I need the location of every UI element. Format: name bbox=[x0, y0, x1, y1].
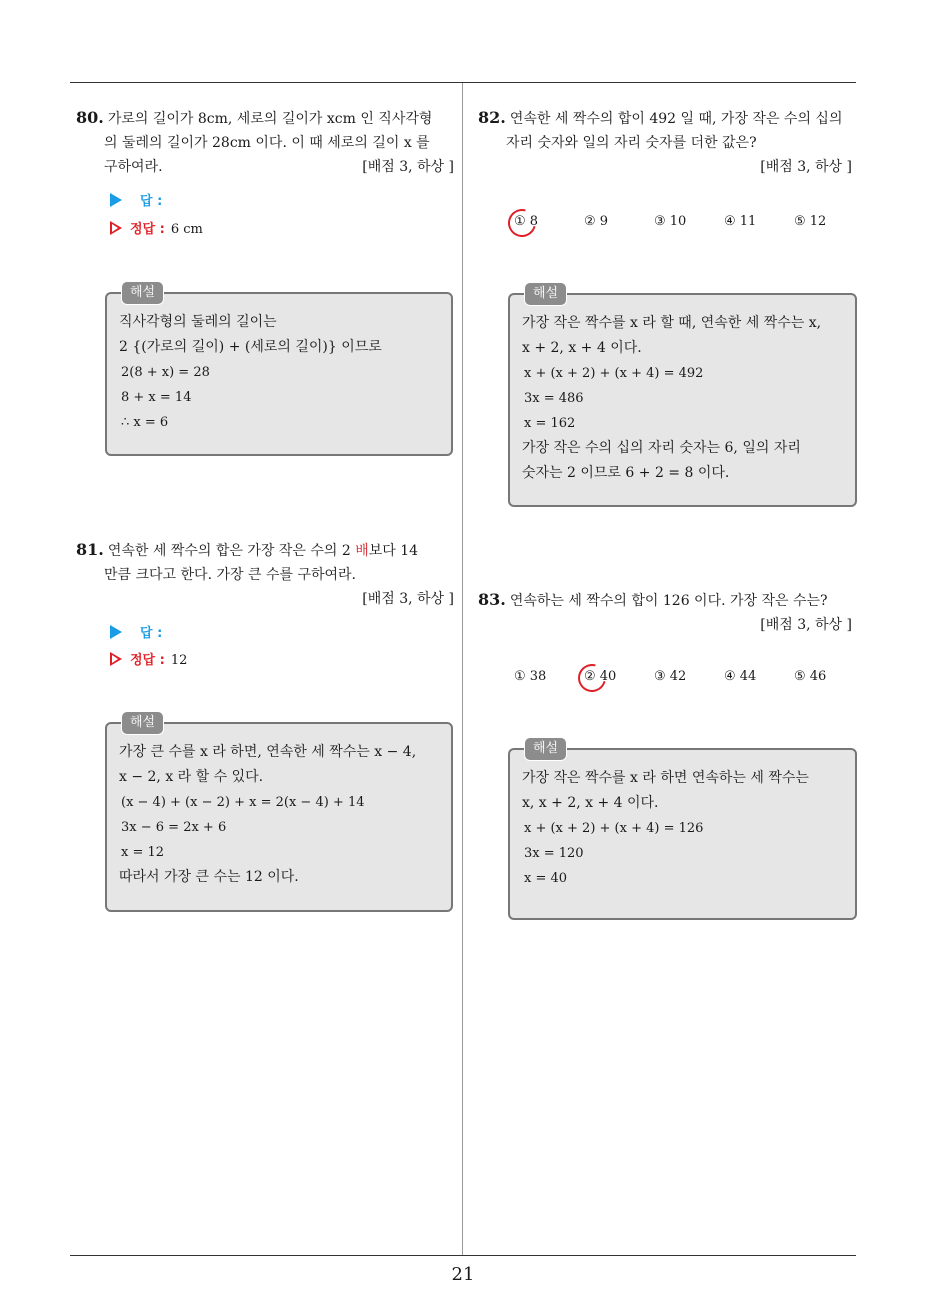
correct-answer-row bbox=[110, 649, 187, 668]
answer-row bbox=[110, 190, 162, 209]
correct-value: 6 cm bbox=[170, 222, 203, 237]
question-80 bbox=[76, 106, 456, 179]
solution-box bbox=[105, 715, 453, 912]
solution-line: x + (x + 2) + (x + 4) = 126 bbox=[524, 821, 704, 836]
question-82 bbox=[478, 106, 856, 179]
score-meta: [배점 3, 하상 ] bbox=[760, 617, 852, 633]
correct-label: 정답 : bbox=[130, 653, 165, 668]
column-divider bbox=[462, 83, 463, 1256]
question-83 bbox=[478, 588, 856, 637]
play-icon bbox=[110, 193, 122, 207]
choice-list bbox=[514, 214, 854, 234]
score-meta: [배점 3, 하상 ] bbox=[362, 591, 454, 607]
question-81 bbox=[76, 538, 456, 611]
solution-line: x = 162 bbox=[524, 416, 576, 431]
solution-line: 가장 작은 수의 십의 자리 숫자는 6, 일의 자리 bbox=[522, 440, 801, 456]
top-rule bbox=[70, 82, 856, 83]
solution-line: 3x − 6 = 2x + 6 bbox=[121, 820, 227, 835]
answer-label: 답 : bbox=[140, 626, 163, 641]
solution-line: 가장 큰 수를 x 라 하면, 연속한 세 짝수는 x − 4, bbox=[119, 744, 417, 760]
question-text: 연속한 세 짝수의 합이 492 일 때, 가장 작은 수의 십의 bbox=[509, 111, 843, 127]
bottom-rule bbox=[70, 1255, 856, 1256]
solution-line: 숫자는 2 이므로 6 + 2 = 8 이다. bbox=[522, 465, 730, 481]
highlight-text: 배 bbox=[355, 543, 369, 559]
solution-box bbox=[508, 741, 857, 920]
choice-list bbox=[514, 669, 854, 689]
solution-line: 2 {(가로의 길이) + (세로의 길이)} 이므로 bbox=[119, 339, 382, 355]
question-text: 보다 14 bbox=[368, 543, 419, 559]
choice-5[interactable]: ⑤ 12 bbox=[794, 214, 827, 229]
choice-4[interactable]: ④ 44 bbox=[724, 669, 757, 684]
play-outline-icon bbox=[110, 221, 122, 235]
question-text: 의 둘레의 길이가 28cm 이다. 이 때 세로의 길이 x 를 bbox=[104, 135, 430, 151]
solution-line: 8 + x = 14 bbox=[121, 390, 192, 405]
question-number: 81. bbox=[76, 540, 104, 559]
solution-line: x = 40 bbox=[524, 871, 568, 886]
solution-tag: 해설 bbox=[121, 281, 164, 305]
choice-4[interactable]: ④ 11 bbox=[724, 214, 757, 229]
solution-tag: 해설 bbox=[524, 737, 567, 761]
solution-box bbox=[508, 286, 857, 507]
solution-tag: 해설 bbox=[121, 711, 164, 735]
choice-3[interactable]: ③ 10 bbox=[654, 214, 687, 229]
question-text: 만큼 크다고 한다. 가장 큰 수를 구하여라. bbox=[104, 567, 356, 583]
solution-line: 3x = 120 bbox=[524, 846, 584, 861]
solution-line: (x − 4) + (x − 2) + x = 2(x − 4) + 14 bbox=[121, 795, 365, 810]
solution-line: 2(8 + x) = 28 bbox=[121, 365, 210, 380]
selected-circle-icon bbox=[573, 659, 611, 697]
choice-2[interactable]: ② 9 bbox=[584, 214, 609, 229]
choice-1[interactable]: ① 38 bbox=[514, 669, 547, 684]
question-text: 연속한 세 짝수의 합은 가장 작은 수의 2 bbox=[107, 543, 351, 559]
solution-box bbox=[105, 285, 453, 456]
solution-line: 따라서 가장 큰 수는 12 이다. bbox=[119, 869, 299, 885]
question-number: 80. bbox=[76, 108, 104, 127]
solution-line: 직사각형의 둘레의 길이는 bbox=[119, 314, 277, 330]
choice-1[interactable]: ① 8 bbox=[514, 214, 538, 229]
solution-line: 3x = 486 bbox=[524, 391, 584, 406]
solution-line: ∴ x = 6 bbox=[121, 415, 169, 430]
question-number: 82. bbox=[478, 108, 506, 127]
score-meta: [배점 3, 하상 ] bbox=[362, 159, 454, 175]
question-number: 83. bbox=[478, 590, 506, 609]
correct-label: 정답 : bbox=[130, 222, 165, 237]
question-text: 연속하는 세 짝수의 합이 126 이다. 가장 작은 수는? bbox=[509, 593, 828, 609]
selected-circle-icon bbox=[503, 204, 541, 242]
play-outline-icon bbox=[110, 652, 122, 666]
question-text: 자리 숫자와 일의 자리 숫자를 더한 값은? bbox=[506, 135, 757, 151]
solution-tag: 해설 bbox=[524, 282, 567, 306]
solution-line: x + (x + 2) + (x + 4) = 492 bbox=[524, 366, 704, 381]
choice-5[interactable]: ⑤ 46 bbox=[794, 669, 827, 684]
score-meta: [배점 3, 하상 ] bbox=[760, 159, 852, 175]
solution-line: x + 2, x + 4 이다. bbox=[522, 340, 642, 356]
question-text: 구하여라. bbox=[104, 159, 163, 175]
solution-line: x, x + 2, x + 4 이다. bbox=[522, 795, 659, 811]
choice-2[interactable]: ② 40 bbox=[584, 669, 616, 684]
play-icon bbox=[110, 625, 122, 639]
answer-label: 답 : bbox=[140, 194, 163, 209]
solution-line: x − 2, x 라 할 수 있다. bbox=[119, 769, 264, 785]
page-number: 21 bbox=[451, 1264, 475, 1285]
correct-answer-row bbox=[110, 218, 203, 237]
solution-line: 가장 작은 짝수를 x 라 할 때, 연속한 세 짝수는 x, bbox=[522, 315, 822, 331]
correct-value: 12 bbox=[170, 653, 188, 668]
solution-line: x = 12 bbox=[121, 845, 165, 860]
answer-row bbox=[110, 622, 162, 641]
choice-3[interactable]: ③ 42 bbox=[654, 669, 687, 684]
question-text: 가로의 길이가 8cm, 세로의 길이가 xcm 인 직사각형 bbox=[107, 111, 433, 127]
solution-line: 가장 작은 짝수를 x 라 하면 연속하는 세 짝수는 bbox=[522, 770, 809, 786]
